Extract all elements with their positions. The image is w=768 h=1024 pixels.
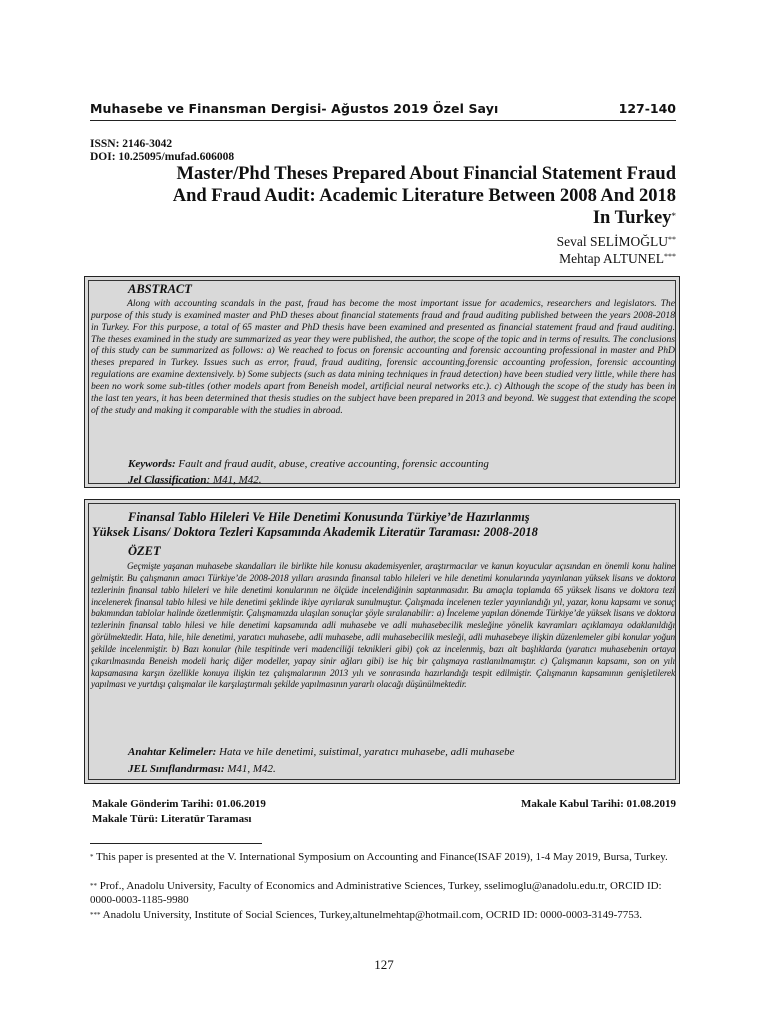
- jel-siniflandirmasi: [128, 763, 276, 775]
- keywords-value: Fault and fraud audit, abuse, creative accounting, forensic accounting: [175, 458, 489, 470]
- header-rule: [90, 120, 676, 121]
- footnote-3: [90, 908, 676, 922]
- anahtar-kelimeler: [128, 746, 514, 758]
- turkish-title: [92, 510, 648, 540]
- abstract-heading: ABSTRACT: [128, 282, 192, 296]
- author-2-name: Mehtap ALTUNEL: [559, 251, 664, 266]
- keywords: [128, 458, 489, 470]
- footnote-3-mark: ***: [90, 911, 101, 919]
- footnote-1-text: This paper is presented at the V. International Symposium on Accounting and Finance(ISAF 2019), 1-4 May 2019, Bursa, Turkey.: [93, 851, 668, 863]
- jel-siniflandirmasi-value: M41, M42.: [224, 763, 276, 775]
- author-1-mark: **: [668, 235, 676, 244]
- author-2-mark: ***: [664, 252, 676, 261]
- acceptance-date: Makale Kabul Tarihi: 01.08.2019: [521, 798, 676, 810]
- anahtar-kelimeler-value: Hata ve hile denetimi, suistimal, yaratıcı muhasebe, adli muhasebe: [216, 746, 515, 758]
- abstract-text: Along with accounting scandals in the past, fraud has become the most important issue for academics, researchers and legislators. The purpose of this study is examined master and PhD theses about financial statements fraud and fraud auditing published between the years 2008-2018 in Turkey. For this purpose, a total of 65 master and PhD thesis have been examined and presented as financial statement fraud and fraud auditing. The theses examined in the study are summarized as year they were published, the author, the scope of the topic and in terms of results. The conclusions of this study can be summarized as follows: a) We reached to focus on forensic accounting and forensic accounting professional in master and PhD theses prepared in Turkey. Issues such as error, fraud, fraud auditing, forensic accounting,forensic accounting profession, forensic accounting regulations are examine dextensively. b) Some subjects (such as data mining techniques in fraud detection) have been studied very little, while there has been no work some sub-titles (other models apart from Beneish model, artificial neural networks etc.). c) Although the scope of the study has been in the last ten years, it has been determined that thesis studies on the subject have been prepared in 2013 and beyond. We suggest that extending the scope of the study and making it comparable with the studies in abroad.: [91, 298, 675, 416]
- jel-classification: [128, 474, 262, 486]
- footnote-1-mark: *: [90, 853, 94, 861]
- title-line-2: And Fraud Audit: Academic Literature Between 2008 And 2018: [172, 186, 676, 206]
- footnote-1: [90, 850, 676, 864]
- author-1: [557, 234, 676, 250]
- keywords-label: Keywords:: [128, 458, 176, 470]
- author-1-name: Seval SELİMOĞLU: [556, 234, 668, 249]
- footnote-2-mark: **: [90, 882, 97, 890]
- journal-header: Muhasebe ve Finansman Dergisi- Ağustos 2019 Özel Sayı: [90, 101, 499, 116]
- footnote-rule: [90, 843, 262, 844]
- article-type: Makale Türü: Literatür Taraması: [92, 813, 252, 825]
- paper-title: [90, 163, 676, 229]
- jel-siniflandirmasi-label: JEL Sınıflandırması:: [128, 763, 225, 775]
- ozet-heading: ÖZET: [128, 544, 161, 558]
- ozet-text: Geçmişte yaşanan muhasebe skandalları ile birlikte hile konusu akademisyenler, araştırmacılar ve kanun koyucular açısından en önemli konu haline gelmiştir. Bu çalışmanın amacı Türkiye’de 2008-2018 yılları arasında finansal tablo hileleri ve hile denetimi konularında yayınlanan yüksek lisans ve doktora tezlerinin finansal tablo hileleri ve hile denetimi konularının ne ölçüde incelendiğinin saptanmasıdır. Bu amaçla toplamda 65 yüksek lisans ve doktora tezi incelenerek finansal tablo hilesi ve hile denetimi şeklinde ikiye ayrılarak sunulmuştur. Çalışmada incelenen tezler yayınlandığı yıl, yazar, konu kapsamı ve sonuç bakımından tablolar halinde özetlenmiştir. Çalışmamızda ulaşılan sonuçlar şöyle sıralanabilir: a) İnceleme yapılan dönemde Türkiye’de yüksek lisans ve doktora tezlerinin finansal tablo hilesi ve hile denetimi kapsamında adli muhasebe ve adli muhasebecilik mesleğine yönelik kavramları açıklamaya odaklanıldığı görülmektedir. Hata, hile, hile denetimi, yaratıcı muhasebe, adli muhasebe, adli muhasebecilik mesleği, adli muhasebeye ilişkin düzenlemeler gibi konular yoğun şekilde incelenmiştir. b) Bazı konular (hile tespitinde veri madenciliği teknikleri gibi) çok az incelenmiş, bazı alt başlıklarda (yaratıcı muhasebenin ortaya çıkarılmasında Beneish modeli hariç diğer modeller, yapay sinir ağları gibi) ise hiç bir çalışmaya rastlanılmamıştır. c) Çalışmanın kapsamı, son on yılı kapsamasına karşın özellikle konuya ilişkin tez çalışmalarının 2013 yılı ve sonrasında hazırlandığı tespit edilmiştir. Çalışmanın kapsamının genişletilerek yapılması ve yurtdışı çalışmalar ile karşılaştırmalı şekilde yapılmasının yararlı olacağı düşünülmektedir.: [91, 561, 675, 690]
- author-2: [559, 251, 676, 267]
- turkish-title-line-2: Yüksek Lisans/ Doktora Tezleri Kapsamında Akademik Literatür Taraması: 2008-2018: [92, 525, 538, 539]
- footnote-3-text: Anadolu University, Institute of Social Sciences, Turkey,altunelmehtap@hotmail.com, OCRID ID: 0000-0003-3149-7753.: [100, 909, 643, 921]
- doi: DOI: 10.25095/mufad.606008: [90, 151, 235, 163]
- footnote-2: [90, 879, 676, 907]
- title-footnote-mark: *: [671, 211, 676, 221]
- jel-value: : M41, M42.: [206, 474, 262, 486]
- jel-label: Jel Classification: [128, 474, 207, 486]
- footnote-2-text: Prof., Anadolu University, Faculty of Economics and Administrative Sciences, Turkey, sselimoglu@anadolu.edu.tr, ORCID ID: 0000-0003-1185-9980: [90, 880, 662, 906]
- anahtar-kelimeler-label: Anahtar Kelimeler:: [128, 746, 217, 758]
- issn: ISSN: 2146-3042: [90, 138, 173, 150]
- page-range: 127-140: [618, 101, 676, 116]
- page-number: 127: [374, 957, 394, 972]
- title-line-3: In Turkey: [592, 208, 672, 228]
- submission-date: Makale Gönderim Tarihi: 01.06.2019: [92, 798, 266, 810]
- turkish-title-line-1: Finansal Tablo Hileleri Ve Hile Denetimi Konusunda Türkiye’de Hazırlanmış: [128, 510, 530, 524]
- title-line-1: Master/Phd Theses Prepared About Financial Statement Fraud: [176, 164, 676, 184]
